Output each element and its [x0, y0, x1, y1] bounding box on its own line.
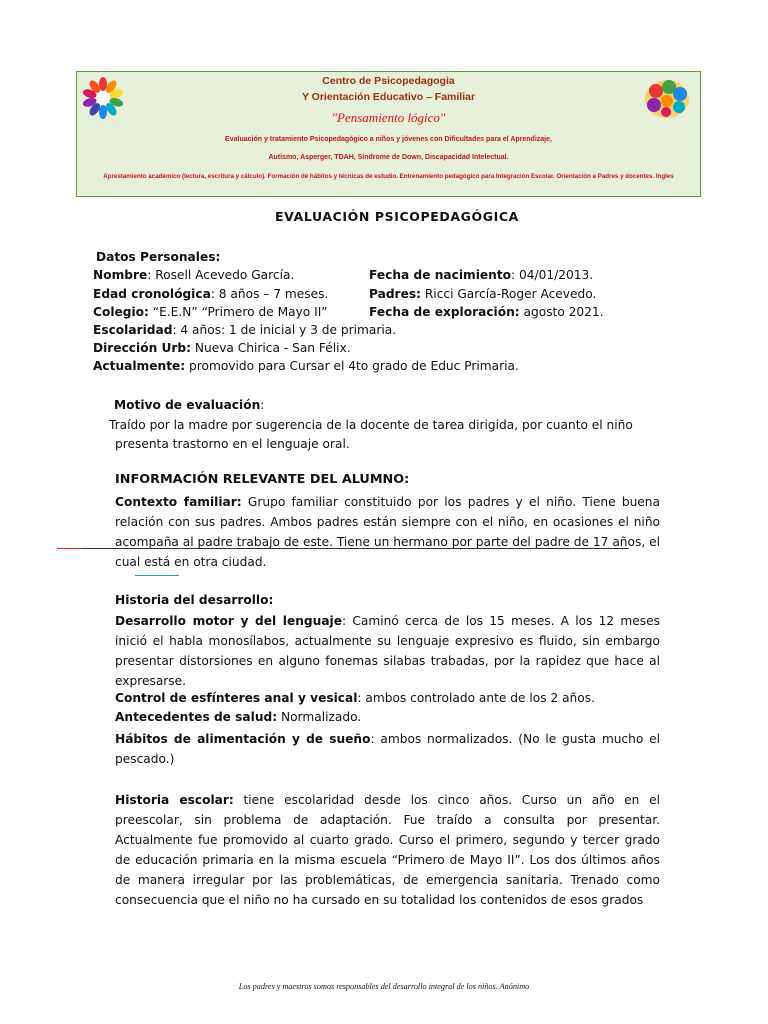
personal-data-heading: Datos Personales: [96, 250, 221, 264]
blue-mark [135, 575, 179, 576]
colorful-brain-logo [642, 76, 692, 122]
field-actualmente: Actualmente: promovido para Cursar el 4to grado de Educ Primaria. [93, 359, 519, 373]
services-line-3: Aprestamiento académico (lectura, escritura y cálculo). Formación de hábitos y técnicas de estudio. Entrenamiento pedagógico para Integración Escolar. Orientación a Padres y docentes. Ingles [103, 173, 674, 180]
center-slogan: "Pensamiento lógico" [331, 110, 446, 125]
text-underline [81, 548, 629, 549]
info-heading: INFORMACIÓN RELEVANTE DEL ALUMNO: [115, 472, 410, 487]
motivo-line-2: presenta trastorno en el lenguaje oral. [115, 437, 350, 451]
field-fecha-exploracion: Fecha de exploración: agosto 2021. [369, 305, 604, 319]
field-edad: Edad cronológica: 8 años – 7 meses. [93, 287, 329, 301]
desarrollo-motor-paragraph: Desarrollo motor y del lenguaje: Caminó cerca de los 15 meses. A los 12 meses inició el habla monosílabos, actualmente su lenguaje expresivo es fluido, sin embargo presentar distorsiones en alguno fonemas silabas trabadas, por la rapidez que hace al expresarse. [115, 614, 660, 688]
center-subtitle: Y Orientación Educativo – Familiar [301, 91, 476, 103]
desarrollo-heading: Historia del desarrollo: [115, 593, 274, 607]
contexto-familiar-paragraph: Contexto familiar: Grupo familiar constituido por los padres y el niño. Tiene buena relación con sus padres. Ambos padres están siempre con el niño, en ocasiones el niño acompaña al padre trabajo de este. Tiene un hermano por parte del padre de 17 años, el cual está en otra ciudad. [115, 495, 660, 569]
motivo-heading: Motivo de evaluación: [114, 398, 265, 412]
motivo-line-1: Traído por la madre por sugerencia de la docente de tarea dirigida, por cuanto el niño [109, 418, 633, 432]
center-name: Centro de Psicopedagogia [322, 75, 455, 87]
historia-escolar-paragraph: Historia escolar: tiene escolaridad desde los cinco años. Curso un año en el preescolar, sin problema de adaptación. Fue traído a consulta por presentar. Actualmente fue promovido al cuarto grado. Curso el primero, segundo y tercer grado de educación primaria en la misma escuela “Primero de Mayo II”. Los dos últimos años de manera irregular por las problemáticas, de emergencia sanitaria. Trenado como consecuencia que el niño no ha cursado en su totalidad los contenidos de esos grados [115, 793, 660, 907]
field-padres: Padres: Ricci García-Roger Acevedo. [369, 287, 597, 301]
red-mark [57, 548, 81, 549]
services-line-2: Autismo, Asperger, TDAH, Síndrome de Down, Discapacidad Intelectual. [268, 154, 509, 161]
field-fecha-nacimiento: Fecha de nacimiento: 04/01/2013. [369, 268, 594, 282]
habitos-paragraph: Hábitos de alimentación y de sueño: ambos normalizados. (No le gusta mucho el pescado.) [115, 732, 660, 766]
field-nombre: Nombre: Rosell Acevedo García. [93, 268, 295, 282]
antecedentes-salud: Antecedentes de salud: Normalizado. [115, 710, 362, 724]
field-colegio: Colegio: “E.E.N” “Primero de Mayo II” [93, 305, 328, 319]
field-escolaridad: Escolaridad: 4 años: 1 de inicial y 3 de primaria. [93, 323, 397, 337]
letterhead [76, 71, 701, 197]
control-esfinteres: Control de esfínteres anal y vesical: ambos controlado ante de los 2 años. [115, 691, 595, 705]
document-title: EVALUACIÓN PSICOPEDAGÓGICA [275, 209, 519, 224]
footer-quote: Los padres y maestros somos responsables del desarrollo integral de los niños. Anónimo [238, 982, 530, 991]
field-direccion: Dirección Urb: Nueva Chirica - San Félix. [93, 341, 351, 355]
services-line-1: Evaluación y tratamiento Psicopedagógico a niños y jóvenes con Dificultades para el Aprendizaje, [225, 136, 552, 143]
